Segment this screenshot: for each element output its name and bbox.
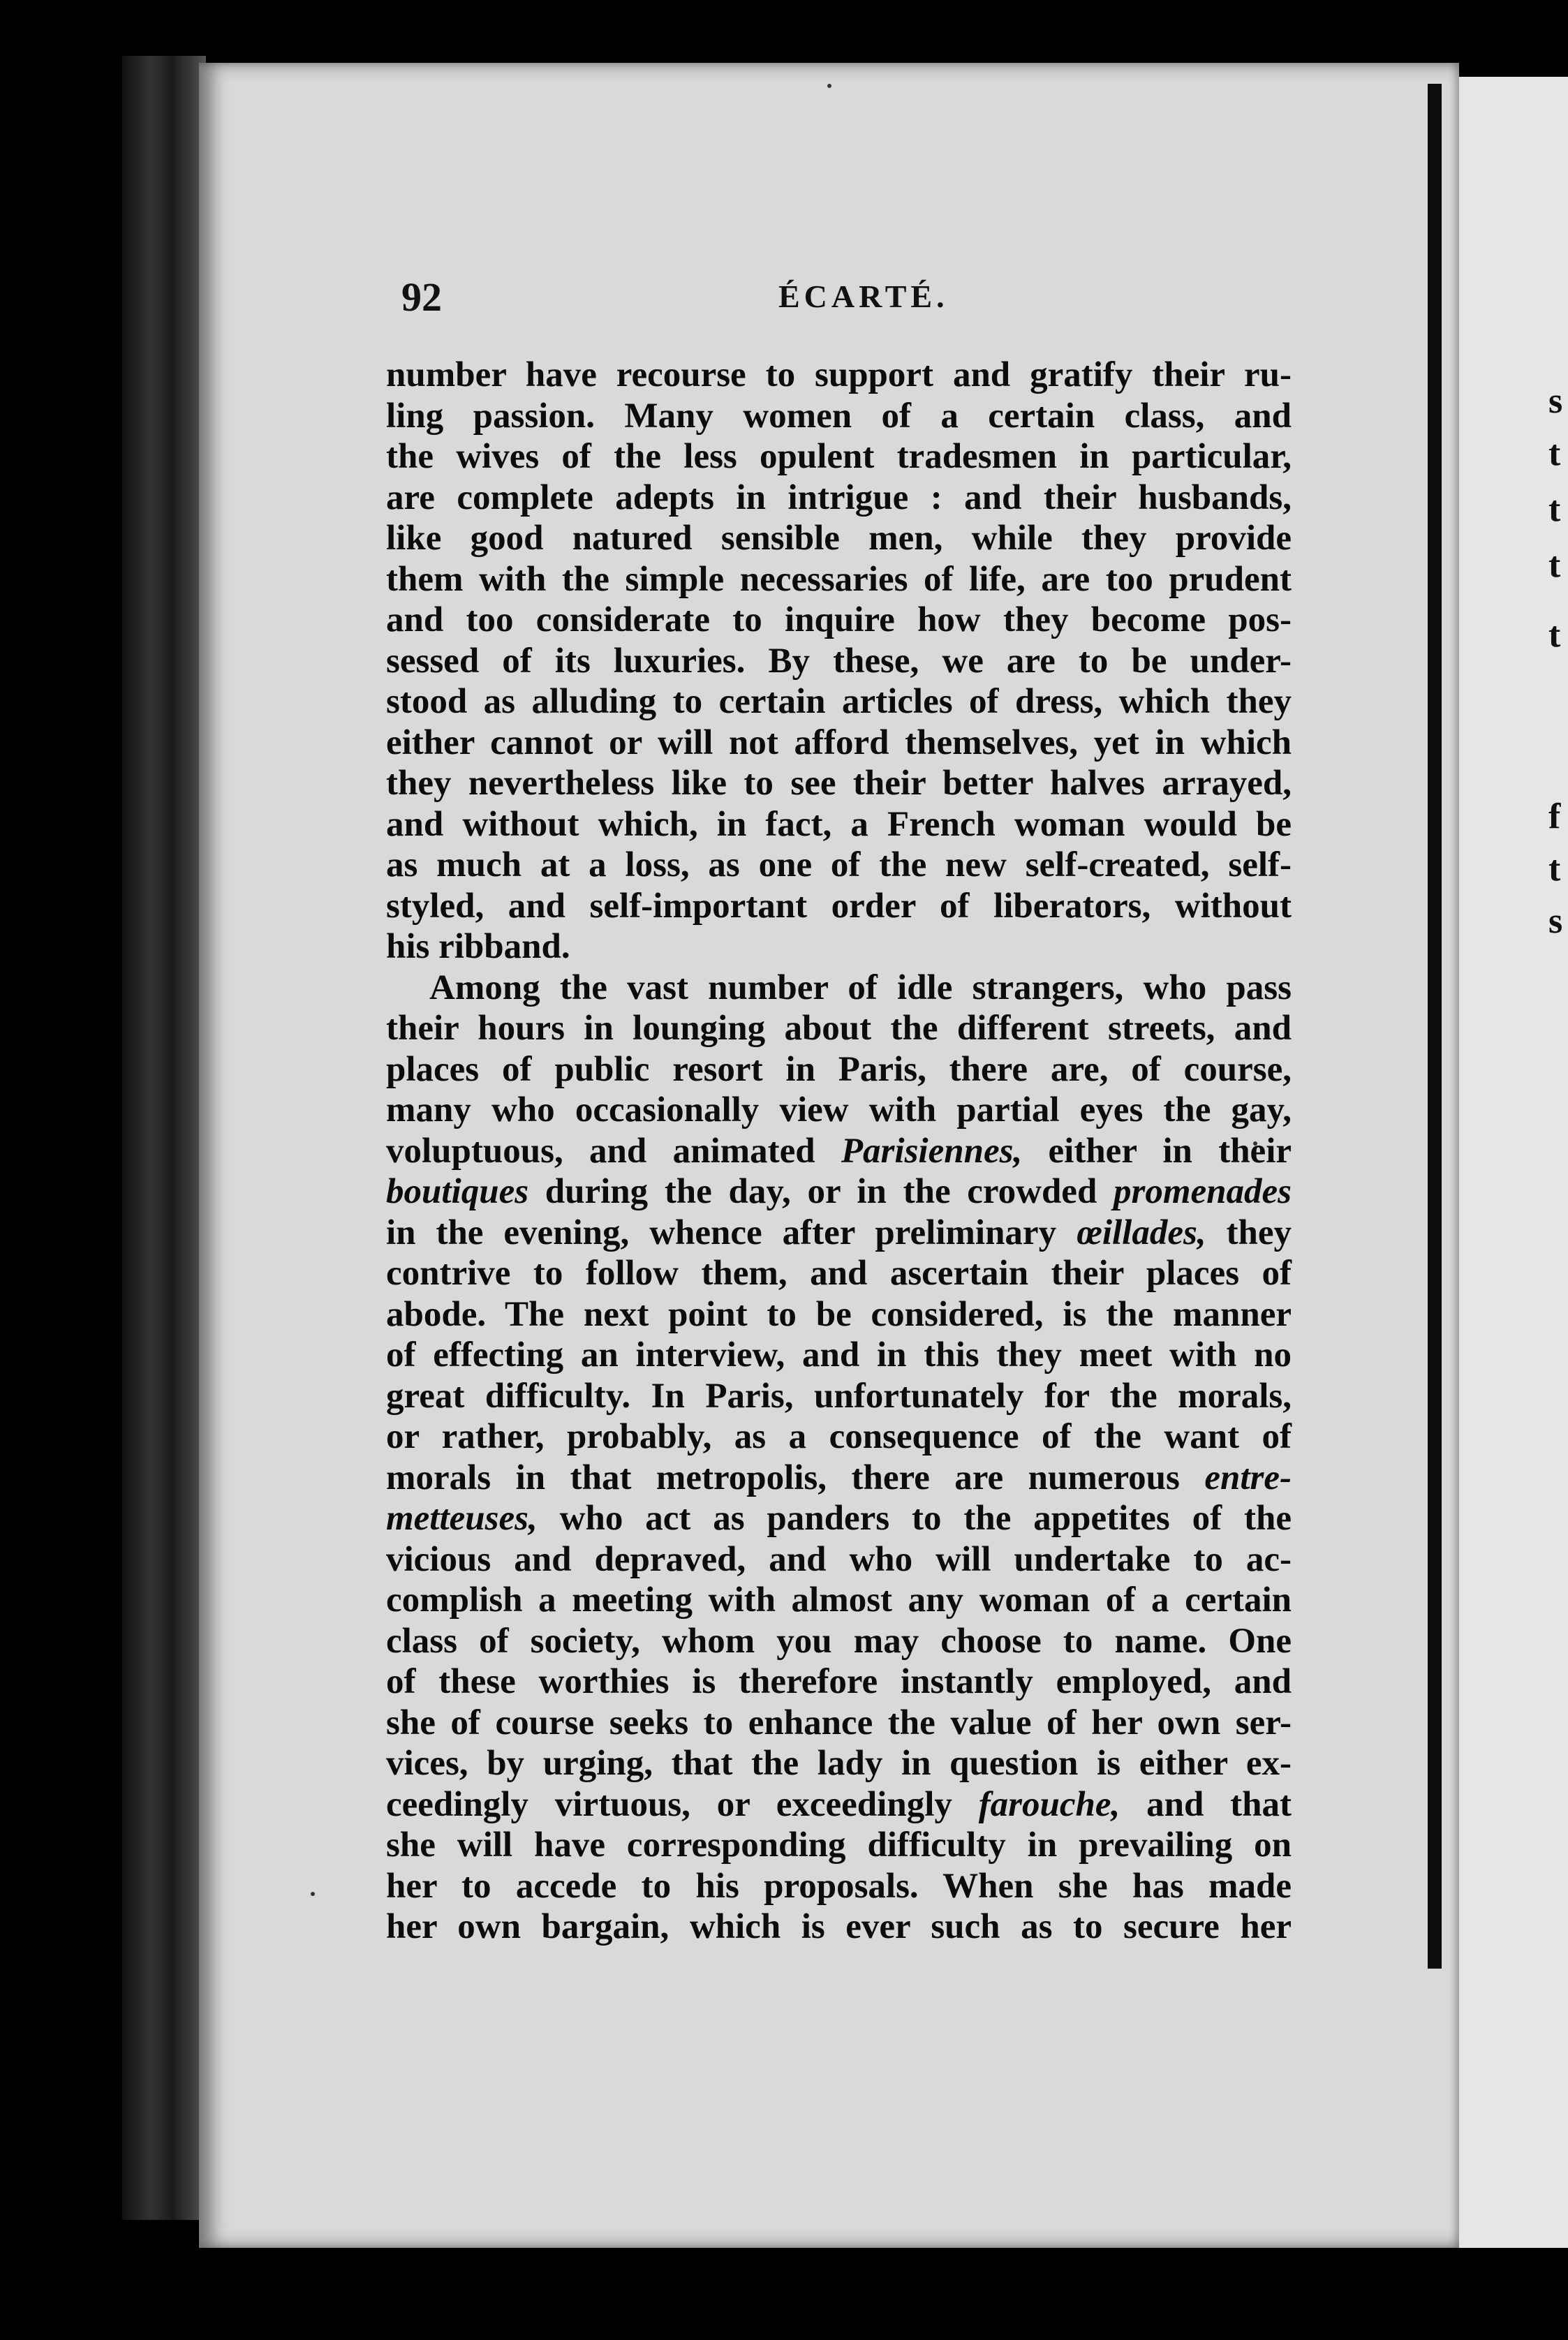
adjacent-page-fragment: t: [1548, 434, 1561, 473]
text-line: many who occasionally view with partial eyes the gay,: [386, 1090, 1292, 1130]
adjacent-page-fragment: t: [1548, 545, 1561, 585]
page-number: 92: [401, 274, 442, 320]
adjacent-page-fragment: t: [1548, 489, 1561, 529]
text-line: vices, by urging, that the lady in question is either ex-: [386, 1744, 1292, 1783]
text-line: number have recourse to support and gratify their ru-: [386, 355, 1292, 394]
text-line: either cannot or will not afford themselves, yet in which: [386, 723, 1292, 762]
paper-speck: [311, 1892, 315, 1896]
adjacent-page: [1459, 77, 1568, 2248]
text-line: morals in that metropolis, there are numerous entre-: [386, 1458, 1292, 1497]
book-spine: [122, 56, 206, 2220]
adjacent-page-fragment: f: [1548, 797, 1561, 836]
text-line: vicious and depraved, and who will undertake to ac-: [386, 1539, 1292, 1579]
running-head: ÉCARTÉ.: [778, 279, 949, 314]
text-line: contrive to follow them, and ascertain their places of: [386, 1254, 1292, 1293]
text-line: styled, and self-important order of liberators, without: [386, 886, 1292, 926]
text-line: like good natured sensible men, while they provide: [386, 519, 1292, 558]
text-line: and too considerate to inquire how they become pos-: [386, 600, 1292, 639]
text-line: are complete adepts in intrigue : and their husbands,: [386, 477, 1292, 517]
text-line: places of public resort in Paris, there are, of course,: [386, 1049, 1292, 1089]
paper-speck: [827, 84, 831, 88]
page-body-text: [386, 355, 1292, 1948]
text-line: sessed of its luxuries. By these, we are to be under-: [386, 641, 1292, 681]
text-line: great difficulty. In Paris, unfortunately for the morals,: [386, 1376, 1292, 1416]
text-line: stood as alluding to certain articles of dress, which they: [386, 682, 1292, 721]
text-line: their hours in lounging about the different streets, and: [386, 1009, 1292, 1048]
page-header: [401, 274, 1295, 323]
text-line: Among the vast number of idle strangers, who pass: [429, 968, 1292, 1007]
text-line: they nevertheless like to see their better halves arrayed,: [386, 764, 1292, 803]
adjacent-page-fragment: s: [1548, 381, 1563, 421]
text-line: she will have corresponding difficulty in prevailing on: [386, 1826, 1292, 1865]
page-gutter-edge: [1428, 84, 1442, 1969]
text-line: complish a meeting with almost any woman of a certain: [386, 1580, 1292, 1620]
text-line: as much at a loss, as one of the new self-created, self-: [386, 845, 1292, 884]
text-line: class of society, whom you may choose to name. One: [386, 1621, 1292, 1661]
text-line: voluptuous, and animated Parisiennes, either in their: [386, 1131, 1292, 1171]
text-line: them with the simple necessaries of life, are too prudent: [386, 559, 1292, 599]
text-line: of these worthies is therefore instantly employed, and: [386, 1662, 1292, 1701]
adjacent-page-fragment: t: [1548, 615, 1561, 655]
text-line: and without which, in fact, a French woman would be: [386, 804, 1292, 844]
adjacent-page-fragment: s: [1548, 901, 1563, 941]
text-line: of effecting an interview, and in this they meet with no: [386, 1335, 1292, 1375]
text-line: she of course seeks to enhance the value of her own ser-: [386, 1703, 1292, 1742]
text-line: her own bargain, which is ever such as to secure her: [386, 1907, 1292, 1946]
text-line: metteuses, who act as panders to the appetites of the: [386, 1499, 1292, 1538]
text-line: ceedingly virtuous, or exceedingly farouche, and that: [386, 1784, 1292, 1824]
text-line: abode. The next point to be considered, is the manner: [386, 1294, 1292, 1334]
text-line: his ribband.: [386, 927, 570, 966]
text-line: ling passion. Many women of a certain class, and: [386, 396, 1292, 436]
text-line: boutiques during the day, or in the crowded promenades: [386, 1172, 1292, 1211]
text-line: the wives of the less opulent tradesmen in particular,: [386, 437, 1292, 476]
text-line: her to accede to his proposals. When she has made: [386, 1866, 1292, 1906]
adjacent-page-fragment: t: [1548, 849, 1561, 889]
text-line: in the evening, whence after preliminary œillades, they: [386, 1213, 1292, 1252]
text-line: or rather, probably, as a consequence of the want of: [386, 1417, 1292, 1456]
